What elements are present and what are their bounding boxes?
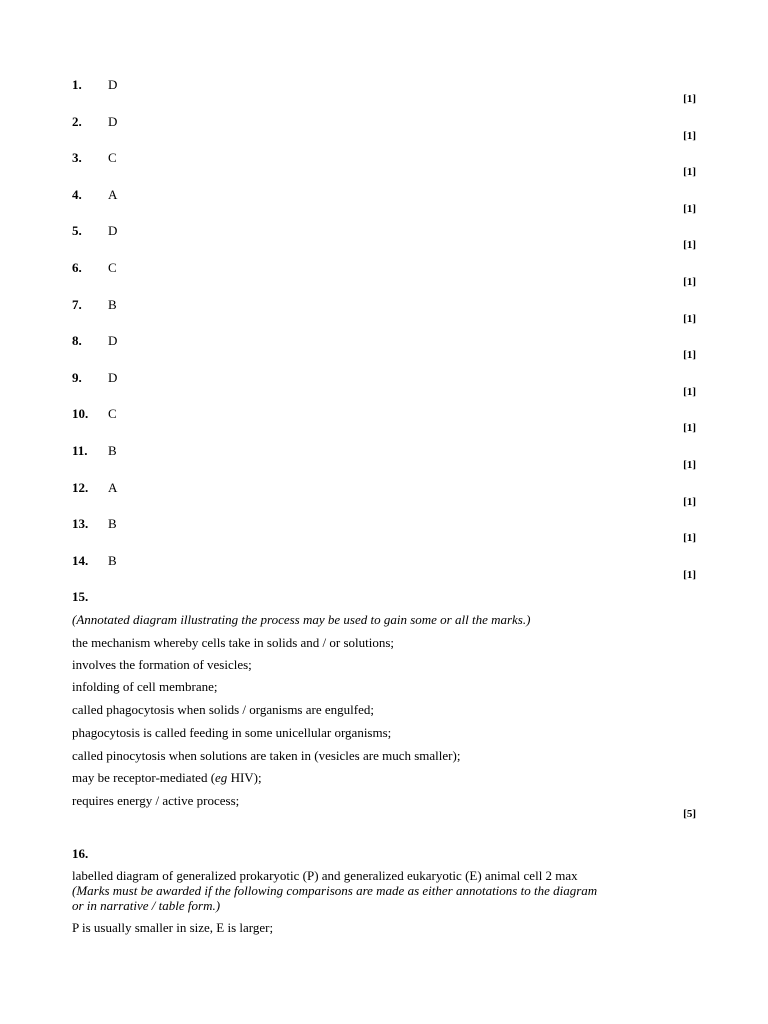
answer-letter: D [108,333,118,349]
marking-note: (Annotated diagram illustrating the process may be used to gain some or all the marks.) [72,612,531,627]
mark-allocation: [1] [683,349,696,362]
question-number: 13. [72,516,89,532]
marking-point [72,770,262,786]
marking-note: (Marks must be awarded if the following comparisons are made as either annotations to the diagram [72,883,598,898]
mark-allocation: [1] [683,568,696,581]
mark-allocation: [1] [683,459,696,471]
answer-letter: D [108,77,118,92]
question-number: 8. [72,333,82,349]
mark-allocation: [1] [683,312,696,325]
mark-allocation: [1] [683,202,696,215]
answer-letter: C [108,260,117,275]
question-number: 14. [72,552,89,568]
marking-note: or in narrative / table form.) [72,898,221,913]
marking-point: P is usually smaller in size, E is larger; [72,920,274,935]
question-number: 16. [72,846,89,861]
mark-allocation: [1] [683,495,696,508]
mark-allocation: [1] [683,239,696,252]
answer-letter: B [108,516,117,532]
question-number: 15. [72,589,89,604]
answer-letter: B [108,296,117,312]
marking-point-text: may be receptor-mediated ( [72,770,216,785]
mark-allocation: [1] [683,276,696,288]
question-number: 3. [72,150,82,166]
answer-letter: B [108,443,117,458]
mark-allocation: [1] [683,532,696,545]
answer-letter: C [108,150,117,166]
answer-letter: D [108,223,118,239]
mark-allocation: [1] [683,129,696,142]
marking-point: phagocytosis is called feeding in some unicellular organisms; [72,725,392,740]
answer-letter: D [108,369,118,385]
question-number: 10. [72,406,89,422]
question-number: 11. [72,443,88,458]
question-number: 9. [72,369,82,385]
marking-point: the mechanism whereby cells take in solids and / or solutions; [72,635,395,650]
answer-letter: C [108,406,117,422]
marking-point: called pinocytosis when solutions are taken in (vesicles are much smaller); [72,748,461,763]
answer-letter: B [108,552,117,568]
marking-point-tail: HIV); [227,770,262,785]
question-number: 12. [72,479,89,495]
answer-letter: D [108,113,118,129]
marking-intro: labelled diagram of generalized prokaryotic (P) and generalized eukaryotic (E) animal cell 2 max [72,868,578,883]
question-number: 5. [72,223,82,239]
answer-letter: A [108,186,118,202]
mark-allocation: [1] [683,166,696,179]
question-number: 4. [72,186,82,202]
marking-point: involves the formation of vesicles; [72,657,252,672]
marking-point: infolding of cell membrane; [72,679,218,694]
mark-allocation: [1] [683,385,696,398]
question-number: 2. [72,113,82,129]
mark-allocation: [1] [683,422,696,435]
marking-point-eg: eg [215,770,228,785]
question-number: 6. [72,260,82,275]
question-number: 1. [72,77,82,92]
answer-letter: A [108,479,118,495]
marking-point: called phagocytosis when solids / organisms are engulfed; [72,702,374,717]
mark-allocation: [5] [683,808,696,820]
mark-allocation: [1] [683,93,696,105]
question-number: 7. [72,296,82,312]
marking-point: requires energy / active process; [72,793,240,808]
